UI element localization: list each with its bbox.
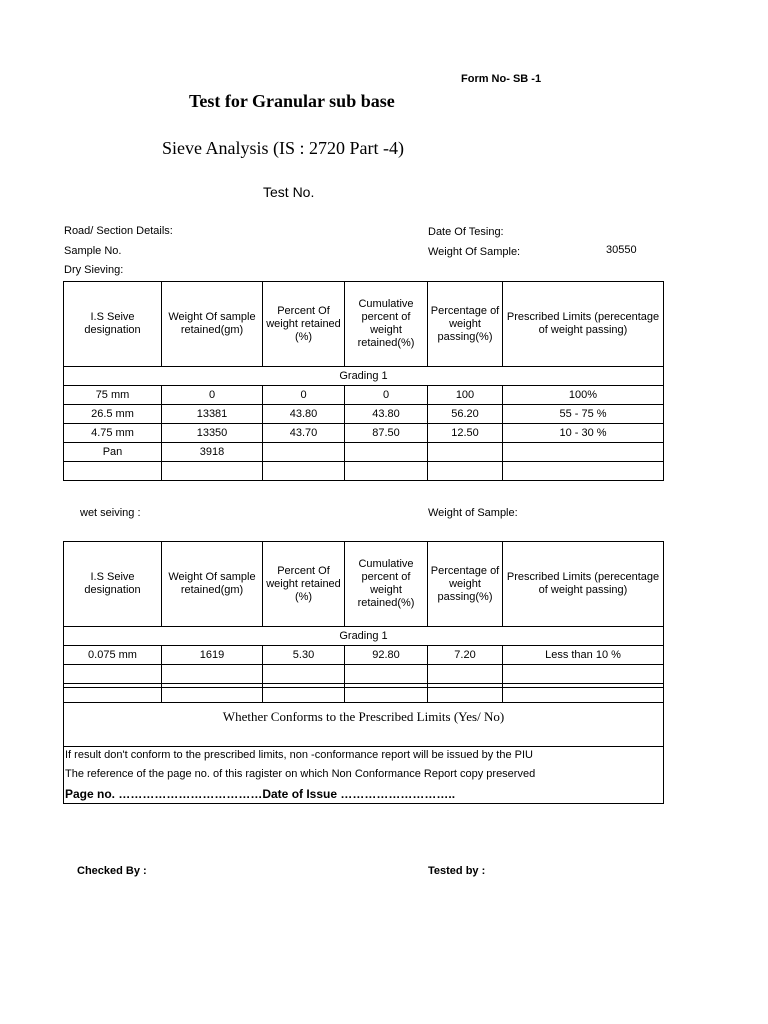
register-reference-note: The reference of the page no. of this ragister on which Non Conformance Report copy preserved [65,768,536,780]
cell-passing: 56.20 [428,405,503,424]
weight-of-sample-label: Weight Of Sample: [428,246,521,258]
cell-sieve: 4.75 mm [64,424,162,443]
cell-percent [263,443,345,462]
table-row [64,443,664,462]
cell-sieve: 75 mm [64,386,162,405]
non-conformance-note: If result don't conform to the prescribed limits, non -conformance report will be issued by the PIU [65,749,533,761]
header-passing: Percentage of weight passing(%) [428,542,503,627]
dry-sieving-label: Dry Sieving: [64,264,124,276]
table-row-empty [64,665,664,684]
cell-limits: 55 - 75 % [503,405,664,424]
page-title: Test for Granular sub base [189,91,395,111]
header-sieve: I.S Seive designation [64,282,162,367]
header-limits: Prescribed Limits (perecentage of weight passing) [503,282,664,367]
road-section-label: Road/ Section Details: [64,225,173,237]
checked-by-label: Checked By : [77,865,147,877]
cell-percent: 0 [263,386,345,405]
cell-weight: 3918 [162,443,263,462]
cell-weight: 0 [162,386,263,405]
cell-sieve: 26.5 mm [64,405,162,424]
cell-cumulative: 0 [345,386,428,405]
table-row [64,424,664,443]
tested-by-label: Tested by : [428,865,486,877]
table-row [64,646,664,665]
conformance-box [63,687,664,747]
grading-label: Grading 1 [64,627,664,646]
cell-passing [428,443,503,462]
header-weight: Weight Of sample retained(gm) [162,542,263,627]
cell-limits: 100% [503,386,664,405]
form-number: Form No- SB -1 [461,73,542,85]
cell-cumulative: 43.80 [345,405,428,424]
header-passing: Percentage of weight passing(%) [428,282,503,367]
page-subtitle: Sieve Analysis (IS : 2720 Part -4) [162,138,404,158]
header-limits: Prescribed Limits (perecentage of weight passing) [503,542,664,627]
table-row-empty [64,462,664,481]
notes-box [63,745,664,804]
wet-sieving-label: wet seiving : [80,507,141,519]
table-row [64,405,664,424]
dry-sieving-table [63,281,664,481]
cell-limits: Less than 10 % [503,646,664,665]
cell-limits: 10 - 30 % [503,424,664,443]
cell-cumulative: 87.50 [345,424,428,443]
wet-sieving-table [63,541,664,703]
cell-passing: 7.20 [428,646,503,665]
cell-percent: 43.80 [263,405,345,424]
header-weight: Weight Of sample retained(gm) [162,282,263,367]
cell-percent: 5.30 [263,646,345,665]
cell-sieve: Pan [64,443,162,462]
header-sieve: I.S Seive designation [64,542,162,627]
page-no-date-line: Page no. ………………………………Date of Issue ……………………….. [65,787,456,801]
cell-weight: 1619 [162,646,263,665]
table-row [64,386,664,405]
cell-passing: 12.50 [428,424,503,443]
cell-limits [503,443,664,462]
header-percent: Percent Of weight retained (%) [263,542,345,627]
header-percent: Percent Of weight retained (%) [263,282,345,367]
date-of-testing-label: Date Of Tesing: [428,226,504,238]
sample-no-label: Sample No. [64,245,122,257]
header-cumulative: Cumulative percent of weight retained(%) [345,282,428,367]
cell-percent: 43.70 [263,424,345,443]
table-header-row [64,282,664,367]
grading-label: Grading 1 [64,367,664,386]
cell-cumulative: 92.80 [345,646,428,665]
cell-weight: 13350 [162,424,263,443]
weight-of-sample-value: 30550 [606,244,637,256]
test-no-label: Test No. [263,184,315,200]
cell-weight: 13381 [162,405,263,424]
cell-cumulative [345,443,428,462]
conformance-question: Whether Conforms to the Prescribed Limits (Yes/ No) [222,709,505,724]
wet-weight-of-sample-label: Weight of Sample: [428,507,518,519]
header-cumulative: Cumulative percent of weight retained(%) [345,542,428,627]
cell-sieve: 0.075 mm [64,646,162,665]
cell-passing: 100 [428,386,503,405]
table-header-row [64,542,664,627]
